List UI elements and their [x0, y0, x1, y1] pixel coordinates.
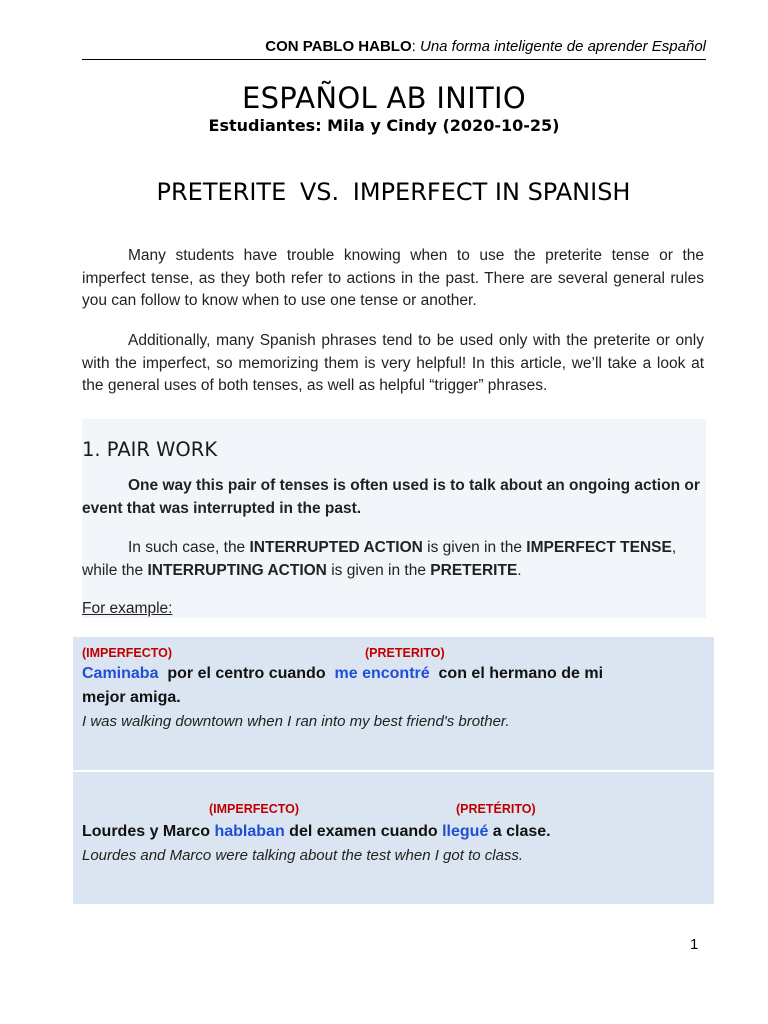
explanation-text-5: .	[517, 561, 522, 579]
example-1-sentence-line-2: mejor amiga.	[82, 689, 181, 706]
example-2-verb-preterite: llegué	[442, 823, 489, 840]
section-explanation	[82, 537, 702, 582]
article-heading	[0, 178, 768, 206]
document-subtitle: Estudiantes: Mila y Cindy (2020-10-25)	[208, 116, 560, 135]
header-brand: CON PABLO HABLO	[265, 38, 412, 55]
intro-paragraph-1-text: Many students have trouble knowing when to use the preterite tense or the imperfect tense, as they both refer to actions in the past. There are several general rules you can follow to know when to use one tense or another.	[82, 247, 704, 309]
header-tagline: Una forma inteligente de aprender Español	[415, 38, 706, 55]
example-1-tag-imperfecto: (IMPERFECTO)	[82, 646, 173, 660]
example-1-translation: I was walking downtown when I ran into my best friend's brother.	[82, 713, 510, 730]
section-bold-text: One way this pair of tenses is often used is to talk about an ongoing action or event that was interrupted in the past.	[82, 477, 700, 517]
section-bold-paragraph	[82, 474, 702, 520]
example-1-text-mid: por el centro cuando	[158, 665, 335, 682]
example-1-sentence-line-1	[82, 665, 603, 683]
example-1-tag-preterito: (PRETERITO)	[365, 646, 445, 660]
intro-paragraph-2-text: Additionally, many Spanish phrases tend to be used only with the preterite or only with the imperfect, so memorizing them is very helpful! In this article, we’ll take a look at the general uses of both tenses, as well as helpful “trigger” phrases.	[82, 332, 704, 394]
explanation-text-2: is given in the	[422, 539, 527, 556]
page-header	[82, 38, 706, 55]
example-2-tag-preterito: (PRETÉRITO)	[456, 802, 536, 816]
page-number: 1	[690, 936, 699, 953]
header-separator: :	[411, 38, 416, 55]
document-title: ESPAÑOL AB INITIO	[241, 81, 527, 115]
explanation-bold-3: INTERRUPTING ACTION	[147, 561, 327, 579]
heading-part-imperfect: IMPERFECT IN SPANISH	[352, 178, 631, 206]
example-2-text-start: Lourdes y Marco	[82, 823, 215, 840]
explanation-text-1: In such case, the	[128, 539, 250, 556]
heading-part-preterite: PRETERITE	[156, 178, 287, 206]
example-1-verb-preterite: me encontré	[334, 665, 430, 682]
example-2-text-mid: del examen cuando	[284, 823, 443, 840]
explanation-bold-1: INTERRUPTED ACTION	[249, 539, 423, 556]
example-2-verb-imperfect: hablaban	[214, 823, 285, 840]
intro-paragraph-1	[82, 245, 704, 313]
explanation-text-4: is given in the	[326, 561, 431, 579]
example-1-verb-imperfect: Caminaba	[82, 665, 159, 682]
explanation-bold-2: IMPERFECT TENSE	[526, 539, 672, 556]
explanation-text-3: , while the	[82, 539, 677, 579]
example-1-text-end: con el hermano de mi	[429, 665, 604, 682]
explanation-bold-4: PRETERITE	[430, 561, 518, 579]
example-2-sentence	[82, 823, 551, 841]
example-2-text-end: a clase.	[488, 823, 551, 840]
header-rule	[82, 59, 706, 60]
section-title: 1. PAIR WORK	[82, 438, 218, 461]
heading-part-vs: VS.	[299, 178, 340, 206]
example-2-translation: Lourdes and Marco were talking about the test when I got to class.	[82, 847, 524, 864]
example-2-tag-imperfecto: (IMPERFECTO)	[209, 802, 300, 816]
for-example-label: For example:	[82, 600, 173, 617]
intro-paragraph-2	[82, 330, 704, 398]
